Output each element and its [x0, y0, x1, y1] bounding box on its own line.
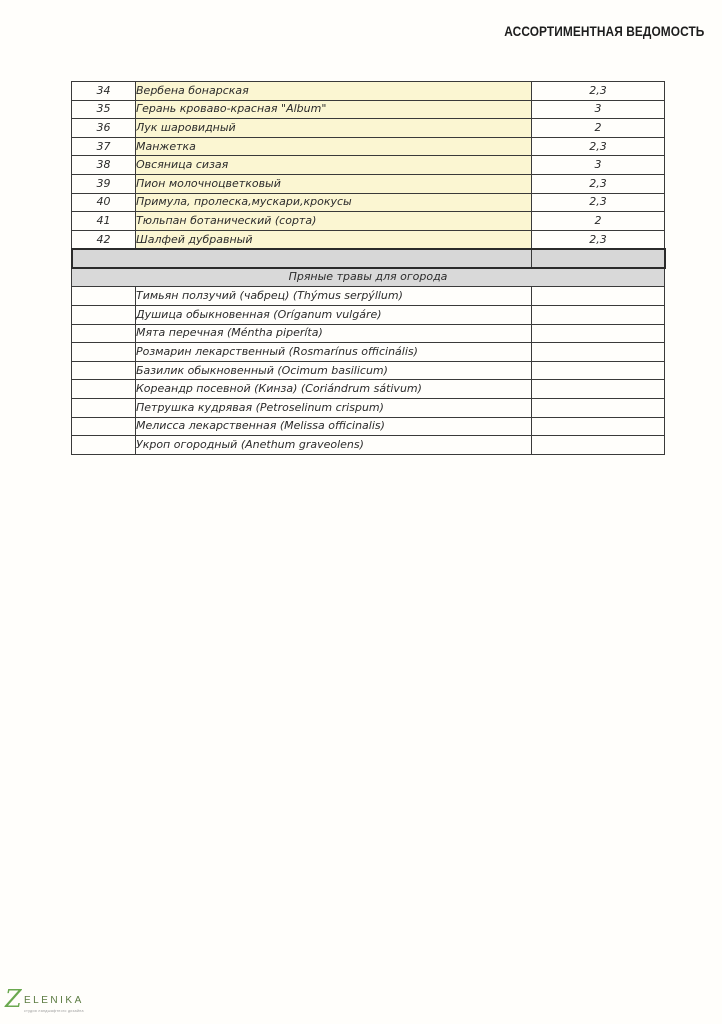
table-row: [72, 156, 665, 175]
zone-value: 2,3: [532, 137, 665, 156]
zone-value: [532, 343, 665, 362]
spacer-cell: [72, 249, 532, 268]
row-number: [72, 361, 136, 380]
table-row: [72, 193, 665, 212]
table-row: [72, 436, 665, 455]
table-row: [72, 398, 665, 417]
herb-name: Мята перечная (Méntha piperíta): [136, 324, 532, 343]
zone-value: [532, 436, 665, 455]
herb-name: Укроп огородный (Anethum graveolens): [136, 436, 532, 455]
table-row: [72, 137, 665, 156]
row-number: [72, 324, 136, 343]
plant-name: Манжетка: [136, 137, 532, 156]
spacer-row: [72, 249, 665, 268]
herb-name: Мелисса лекарственная (Melissa officinalis): [136, 417, 532, 436]
plant-name: Лук шаровидный: [136, 119, 532, 138]
zelenika-logo: [5, 985, 95, 1017]
row-number: 42: [72, 230, 136, 249]
section-header-row: [72, 268, 665, 287]
row-number: 38: [72, 156, 136, 175]
table-row: [72, 361, 665, 380]
table-row: [72, 324, 665, 343]
table-row: [72, 417, 665, 436]
table-row: [72, 230, 665, 249]
plant-name: Овсяница сизая: [136, 156, 532, 175]
row-number: [72, 436, 136, 455]
zone-value: 2,3: [532, 193, 665, 212]
zone-value: [532, 417, 665, 436]
herb-name: Базилик обыкновенный (Ocimum basilicum): [136, 361, 532, 380]
plant-name: Пион молочноцветковый: [136, 174, 532, 193]
row-number: 36: [72, 119, 136, 138]
zone-value: [532, 361, 665, 380]
zone-value: 2: [532, 119, 665, 138]
herb-name: Тимьян ползучий (чабрец) (Thýmus serpýllum): [136, 287, 532, 306]
zone-value: [532, 380, 665, 399]
zone-value: 2,3: [532, 230, 665, 249]
zone-value: 2,3: [532, 82, 665, 101]
row-number: [72, 287, 136, 306]
table-row: [72, 119, 665, 138]
zone-value: [532, 324, 665, 343]
row-number: 37: [72, 137, 136, 156]
zone-value: 3: [532, 100, 665, 119]
table-row: [72, 287, 665, 306]
section-title: Пряные травы для огорода: [72, 268, 665, 287]
row-number: [72, 398, 136, 417]
row-number: 40: [72, 193, 136, 212]
zone-value: [532, 287, 665, 306]
herb-name: Петрушка кудрявая (Petroselinum crispum): [136, 398, 532, 417]
logo-wordmark: ELENIKA: [24, 995, 84, 1006]
logo-tagline: студия ландшафтного дизайна: [24, 1009, 84, 1013]
herb-name: Кореандр посевной (Кинза) (Coriándrum sátivum): [136, 380, 532, 399]
table-row: [72, 305, 665, 324]
row-number: [72, 417, 136, 436]
zone-value: [532, 305, 665, 324]
page-title: АССОРТИМЕНТНАЯ ВЕДОМОСТЬ: [503, 24, 704, 39]
zone-value: 3: [532, 156, 665, 175]
spacer-cell: [532, 249, 665, 268]
herb-name: Душица обыкновенная (Oríganum vulgáre): [136, 305, 532, 324]
table-row: [72, 100, 665, 119]
table-row: [72, 212, 665, 231]
plant-name: Герань кроваво-красная "Album": [136, 100, 532, 119]
row-number: 35: [72, 100, 136, 119]
assortment-table: [71, 81, 665, 455]
row-number: [72, 305, 136, 324]
zone-value: [532, 398, 665, 417]
zone-value: 2,3: [532, 174, 665, 193]
plant-name: Примула, пролеска,мускари,крокусы: [136, 193, 532, 212]
row-number: [72, 343, 136, 362]
herb-name: Розмарин лекарственный (Rosmarínus officinális): [136, 343, 532, 362]
plant-name: Шалфей дубравный: [136, 230, 532, 249]
table-row: [72, 380, 665, 399]
table-row: [72, 82, 665, 101]
logo-mark: Z: [5, 985, 22, 1013]
row-number: 41: [72, 212, 136, 231]
plant-name: Вербена бонарская: [136, 82, 532, 101]
table-row: [72, 174, 665, 193]
zone-value: 2: [532, 212, 665, 231]
row-number: [72, 380, 136, 399]
row-number: 34: [72, 82, 136, 101]
table-row: [72, 343, 665, 362]
row-number: 39: [72, 174, 136, 193]
plant-name: Тюльпан ботанический (сорта): [136, 212, 532, 231]
